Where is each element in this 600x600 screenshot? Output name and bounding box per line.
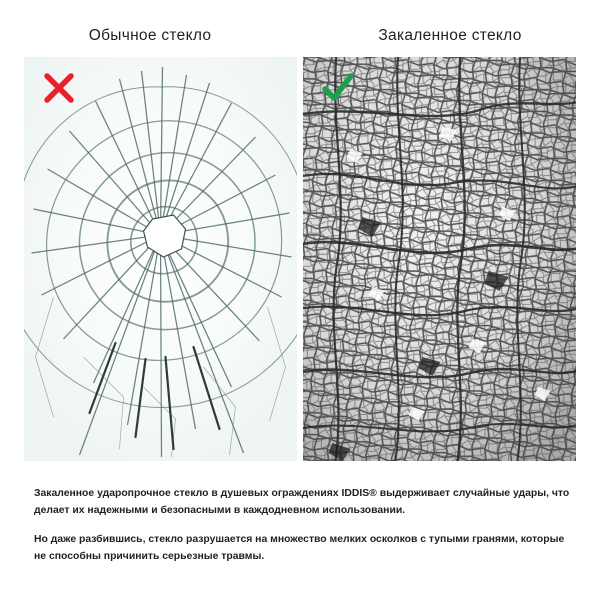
heading-ordinary-glass: Обычное стекло: [88, 27, 212, 44]
ordinary-glass-panel: [24, 57, 297, 461]
heading-tempered-glass: Закаленное стекло: [378, 27, 522, 44]
caption-paragraph-1: Закаленное ударопрочное стекло в душевых ограждениях IDDIS® выдерживает случайные удары, что делает их надежными и безопасными в каждодневном использовании.: [34, 488, 570, 516]
caption-paragraph-2: Но даже разбившись, стекло разрушается на множество мелких осколков с тупыми гранями, которые не способны причинить серьезные травмы.: [34, 534, 565, 562]
tempered-glass-artwork: [303, 57, 576, 461]
cross-icon: [42, 71, 76, 105]
tempered-glass-panel: [303, 57, 576, 461]
comparison-panels: [24, 57, 576, 461]
caption-block: [34, 486, 570, 565]
headings-row: [0, 0, 600, 45]
ordinary-glass-artwork: [24, 57, 297, 461]
check-icon: [321, 71, 355, 105]
